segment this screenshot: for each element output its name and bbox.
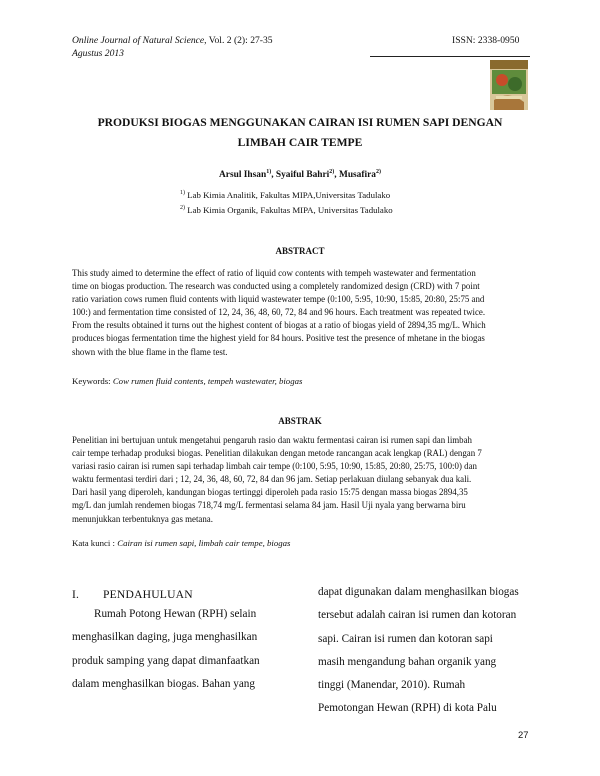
authors [60, 169, 540, 180]
intro-line: dalam menghasilkan biogas. Bahan yang [72, 677, 255, 690]
affiliation-sup: 1) [180, 190, 185, 197]
journal-volume: , Vol. 2 (2): 27-35 [204, 35, 273, 46]
journal-date: Agustus 2013 [72, 47, 124, 59]
abstract-line: produces biogas fermentation time the highest yield for 84 hours. Positive test the presence of mhetane in the biogas [72, 333, 485, 344]
intro-line: sapi. Cairan isi rumen dan kotoran sapi [318, 632, 493, 645]
affiliation [180, 205, 393, 215]
abstrak-line: menunjukkan terbentuknya gas metana. [72, 513, 213, 524]
author-name: , Musafira [334, 170, 376, 181]
abstrak-line: Dari hasil yang diperoleh, kandungan biogas tertinggi diperoleh pada rasio 15:75 dengan massa biogas 2894,35 [72, 487, 468, 498]
abstrak-body [72, 434, 530, 526]
intro-line: Pemotongan Hewan (RPH) di kota Palu [318, 702, 497, 715]
abstrak-line: mg/L dan jumlah rendemen biogas 718,74 mg/L fermentasi selama 84 jam. Hasil Uji nyala yang berwarna biru [72, 500, 466, 511]
abstract-line: shown with the blue flame in the flame test. [72, 346, 228, 357]
author-sup: 1) [266, 169, 272, 175]
journal-name: Online Journal of Natural Science [72, 35, 205, 46]
author-sup: 2) [375, 169, 381, 175]
section-heading-pendahuluan [72, 588, 193, 601]
page-number: 27 [518, 729, 529, 740]
abstrak-heading: ABSTRAK [278, 416, 322, 426]
kata-kunci-label: Kata kunci : [72, 538, 118, 548]
abstrak-line: variasi rasio cairan isi rumen sapi terhadap limbah cair tempe (0:100, 5:95, 10:90, 15:85, 20:80, 25:75, 100:0) dan [72, 461, 477, 472]
kata-kunci-text: Cairan isi rumen sapi, limbah cair tempe, biogas [117, 538, 291, 548]
keywords-label: Keywords: [72, 376, 113, 386]
abstract-line: This study aimed to determine the effect of ratio of liquid cow contents with tempeh wastewater and fermentation [72, 268, 476, 278]
affiliation-sup: 2) [180, 205, 185, 212]
abstrak-line: Penelitian ini bertujuan untuk mengetahui pengaruh rasio dan waktu fermentasi cairan isi rumen sapi dan limbah [72, 435, 472, 445]
intro-line: masih mengandung bahan organik yang [318, 655, 497, 668]
keywords-text: Cow rumen fluid contents, tempeh wastewater, biogas [112, 376, 303, 386]
intro-left-column [72, 603, 284, 696]
title-line: LIMBAH CAIR TEMPE [237, 136, 363, 149]
affiliation [180, 190, 390, 200]
intro-line: Rumah Potong Hewan (RPH) selain [94, 608, 257, 620]
author-name: , Syaiful Bahri [271, 170, 330, 181]
abstrak-line: waktu fermentasi terdiri dari ; 12, 24, 36, 48, 60, 72, 84 dan 96 jam. Setiap perlakuan diulang sebanyak dua kali. [72, 474, 472, 485]
abstract-line: ratio variation cows rumen fluid contents with liquid wastewater tempe (0:100, 5:95, 10:90, 15:85, 20:80, 25:75 and [72, 294, 485, 305]
intro-line: tersebut adalah cairan isi rumen dan kotoran [318, 609, 517, 622]
intro-line: tinggi (Manendar, 2010). Rumah [318, 679, 466, 692]
abstract-line: From the results obtained it turns out the highest content of biogas at a ratio of biogas yield of 2894,35 mg/L. Which [72, 320, 486, 331]
intro-line: produk samping yang dapat dimanfaatkan [72, 654, 260, 667]
issn: ISSN: 2338-0950 [452, 35, 520, 46]
author-name: Arsul Ihsan [219, 170, 267, 181]
intro-line: dapat digunakan dalam menghasilkan biogas [318, 586, 519, 598]
kata-kunci [72, 538, 290, 548]
section-title: PENDAHULUAN [103, 588, 193, 601]
abstract-line: time on biogas production. The research was conducted using a completely randomized design (CRD) with 7 point [72, 281, 480, 292]
title-line: PRODUKSI BIOGAS MENGGUNAKAN CAIRAN ISI RUMEN SAPI DENGAN [97, 116, 503, 129]
abstrak-line: cair tempe terhadap produksi biogas. Penelitian dilakukan dengan metode rancangan acak lengkap (RAL) dengan 7 [72, 448, 482, 459]
affiliation-text: Lab Kimia Organik, Fakultas MIPA, Universitas Tadulako [185, 205, 393, 215]
intro-right-column [318, 581, 530, 721]
section-number: I. [72, 588, 80, 601]
abstract-heading: ABSTRACT [275, 246, 325, 256]
keywords [72, 376, 302, 386]
intro-line: menghasilkan daging, juga menghasilkan [72, 631, 258, 644]
abstract-line: 100:) and fermentation time consisted of 12, 24, 36, 48, 60, 72, 84 and 96 hours. Each treatment was repeated twice. [72, 307, 486, 318]
abstract-body [72, 267, 530, 359]
paper-title [60, 113, 540, 153]
header-rule [370, 56, 530, 57]
journal-header [72, 35, 273, 60]
author-sup: 2) [329, 169, 335, 175]
affiliation-text: Lab Kimia Analitik, Fakultas MIPA,Universitas Tadulako [185, 190, 391, 200]
journal-cover-image [490, 60, 528, 110]
